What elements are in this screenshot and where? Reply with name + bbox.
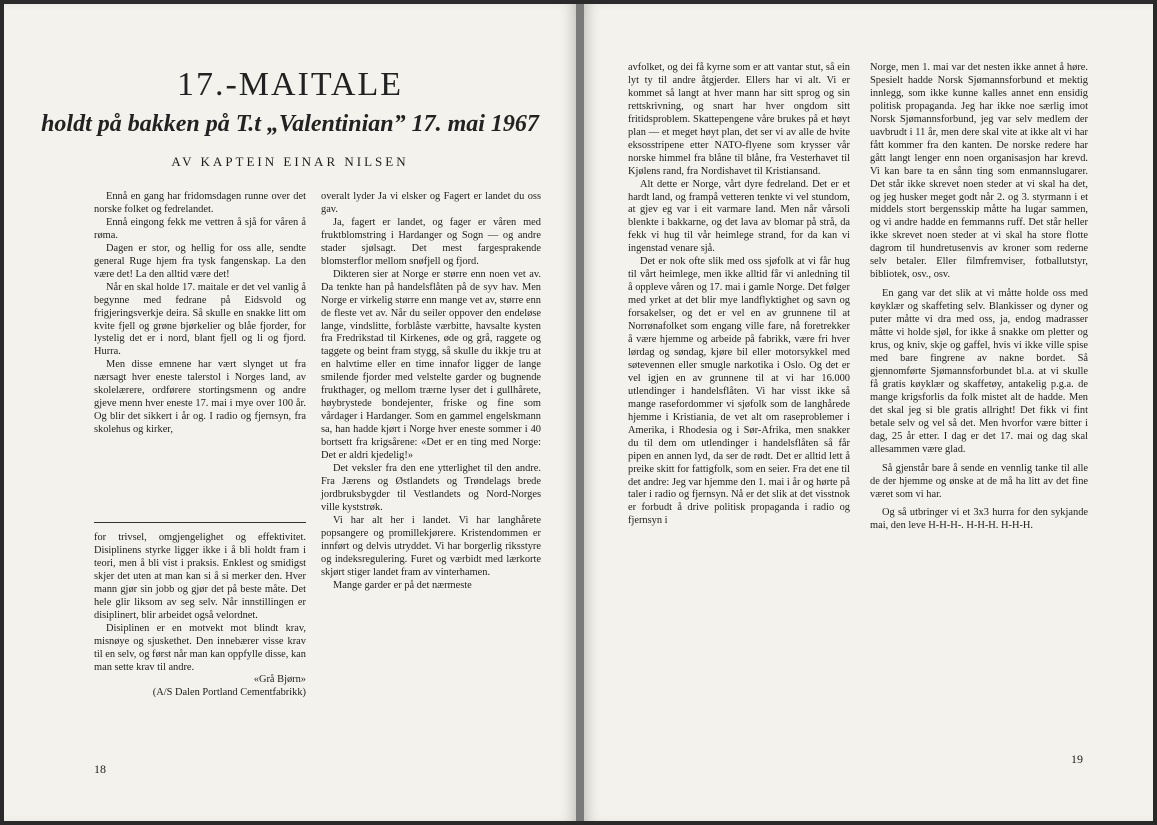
paragraph: Vi har alt her i landet. Vi har langhårete popsangere og promillekjørere. Kristendommen er innført og delvis utryddet. Vi har borgerlig riksstyre og indeksregulering. Furet og værbidt med lærkorte skjørt stiger landet fram av vinterhamen. <box>321 514 541 578</box>
left-column-1-bottom <box>94 532 306 700</box>
paragraph: Ja, fagert er landet, og fager er våren med fruktblomstring i Hardanger og Sogn — og andre stader sjølsagt. Det mest fargesprakende blomsterflor mellom snøfjell og fjord. <box>321 216 541 267</box>
paragraph: Når en skal holde 17. maitale er det vel vanlig å begynne med fedrane på Eidsvold og frigjeringsverkje deira. Så skulle en snakke litt om kvite fjell og grøne bjørkelier og blåe fjorder, for lystelig det er i nord, blant fjell og li og fjord. Hurra. <box>94 281 306 358</box>
right-page <box>584 4 1153 821</box>
right-column-1 <box>628 62 850 528</box>
article-subtitle: holdt på bakken på T.t „Valentinian” 17. mai 1967 <box>41 111 539 137</box>
article-title: 17.-MAITALE <box>176 66 404 103</box>
paragraph: En gang var det slik at vi måtte holde oss med køyklær og skaffeting selv. Blankisser og dyner og puter måtte vi dra med oss, ja, endog madrasser måtte vi holde sjøl, for ikke å snakke om pletter og krus, og kniv, skje og gaffel, hvis vi ikke ville spise med bare fingrene av nakne bordet. Så gjennomførte Sjømannsforbundet bl.a. at vi skulle få gratis køyklær og skaffetøy, antakelig p.g.a. de mange krigsforlis da folk mistet alt de hadde. Men det skal jeg si ble gratis allright! Det fikk vi fint betale selv og vel så det. Men hvorfor være bitter i dag, 25 år etter. I dag er det 17. mai og dag skal allesammen være glad. <box>870 288 1088 455</box>
paragraph: overalt lyder Ja vi elsker og Fagert er landet du oss gav. <box>321 191 541 215</box>
paragraph: Ennå eingong fekk me vettren å sjå for våren å røma. <box>94 216 306 241</box>
paragraph: Og så utbringer vi et 3x3 hurra for den sykjande mai, den leve H-H-H-. H-H-H. H-H-H. <box>870 507 1088 532</box>
left-column-1-top <box>94 191 306 437</box>
page-number-right: 19 <box>1071 752 1083 766</box>
right-column-2 <box>870 62 1088 533</box>
paragraph: Norge, men 1. mai var det nesten ikke annet å høre. Spesielt hadde Norsk Sjømannsforbund et mektig innlegg, som ikke kunne kalles annet enn ensidig politisk propaganda. Jeg har ikke noe særlig imot Norsk Sjømannsforbund, jeg var selv medlem der uavbrudt i 11 år, men dere skal vite at ikke alt vi har fått kommer fra den kanten. De norske redere har gått langt lenger enn noen organisasjon har krevd. Vi kan bare ta en sånn ting som enmannslugarer. Det står ikke skrevet noen steder at vi skal ha det, og jeg husker meget godt når 2. og 3. styrmann i et middels stort bergensskip måtte ha lugar sammen, og vi andre hadde en femmanns ruff. Det står heller ikke skrevet noen steder at vi skal ha store flotte dagrom til hundretusenvis av kroner som rederne selv betaler. Eller filmfremviser, fotballutstyr, bibliotek, osv., osv. <box>870 62 1088 281</box>
paragraph: Dagen er stor, og hellig for oss alle, sendte general Ruge hjem fra tysk fangenskap. La den være det! La den alltid være det! <box>94 242 306 280</box>
paragraph: Men disse emnene har vært slynget ut fra nærsagt hver eneste talerstol i Norges land, av skolelærere, ordførere stortingsmenn og andre gjeve menn hver eneste 17. mai i mye over 100 år. Og blir det sikkert i år og. I radio og fjernsyn, fra skolehus og kirker, <box>94 359 306 436</box>
paragraph: avfolket, og dei få kyrne som er att vantar stut, så ein lyt ty til andre åtgjerder. Ellers har vi alt. Vi er kommet så langt at hver mann har sitt sprog og sin rettskrivning, og snart har hver ongdom sitt fritidsproblem. Skattepengene våre brukes på et høyt plan — et meget høyt plan, det ser vi av alle de hvite eksosstripene etter NATO-flyene som krysser vår norske himmel fra blåne til blåne, fra Vesterhavet til Kjølens rand, fra Nordishavet til Kristiansand. <box>628 62 850 177</box>
magazine-spread <box>4 4 1153 821</box>
paragraph: for trivsel, omgjengelighet og effektivitet. Disiplinens styrke ligger ikke i å bli holdt fram i teori, men å bli vist i praksis. Enklest og smidigst skjer det uten at man kan si å si merker den. Hver mann gjør sin jobb og gjør det på beste måte. Det hele glir liksom av seg selv. Når innstillingen er disiplinert, blir arbeidet også velordnet. <box>94 532 306 621</box>
paragraph: Ennå en gang har fridomsdagen runne over det norske folket og fedrelandet. <box>94 191 306 215</box>
signature-name: «Grå Bjørn» <box>253 674 306 686</box>
left-page <box>4 4 576 821</box>
paragraph: Det veksler fra den ene ytterlighet til den andre. Fra Jærens og Østlandets og Trøndelags brede jordbruksbygder til Vestlandets og Nord-Norges ville kyststrøk. <box>321 463 541 513</box>
left-column-2 <box>321 191 541 593</box>
signature-org: (A/S Dalen Portland Cementfabrikk) <box>152 687 306 699</box>
spine-gutter <box>576 4 584 821</box>
paragraph: Mange garder er på det nærmeste <box>333 579 472 591</box>
paragraph: Så gjenstår bare å sende en vennlig tanke til alle de der hjemme og ønske at de må ha litt av det fine været som vi har. <box>870 462 1088 500</box>
paragraph: Disiplinen er en motvekt mot blindt krav, misnøye og sjuskethet. Den innebærer visse krav til en selv, og først når man kan oppfylle disse, kan man sette krav til andre. <box>94 622 306 673</box>
page-number-left: 18 <box>94 762 106 776</box>
paragraph: Det er nok ofte slik med oss sjøfolk at vi får hug til vårt heimlege, men ikke alltid får vi anledning til å oppleve våren og 17. mai i gamle Norge. Det følger med yrket at det blir mye landflyktighet og savn og forsakelser, og det er vel en av grunnene til at Norrønafolket som engang ville fare, nå foretrekker å være hjemme og arbeide på fabrikk, være fri hver lørdag og søndag, kjøre bil eller motorsykkel med søtevennen eller smugle narkotika i Oslo. Og det er vel igjen en av grunnene til at vi har 16.000 utlendinger i handelsflåten. Vi har visst ikke så mange rasefordommer vi sjøfolk som de langhårede hjemme i Kristiania, de vet alt om raseproblemer i Amerika, i Rhodesia og i Sør-Afrika, men snakker du til dem om utlendinger i handelsflåten så får pipen en annen lyd, da ser de rødt. Det er alltid lett å preike skitt for fattigfolk, som en seier. Fra det ene til det andre: Jeg var hjemme den 1. mai i år og hørte på taler i radio og fjernsyn. Nå er det slik at det visstnok er forbudt å drive politisk propaganda i radio og fjernsyn i <box>628 256 850 527</box>
column-divider-rule <box>94 522 306 523</box>
paragraph: Dikteren sier at Norge er større enn noen vet av. Da tenkte han på handelsflåten på de syv hav. Men Norge er virkelig større enn mange vet av, større enn de fleste vet av. Når du seiler oppover den endeløse lange, vindslitte, forblåste værbitte, havsalte kysten fra Fredrikstad til Kirkenes, øde og grå, raggete og taggete og beint fram stygg, så skulle du ikkje tru at en halvtime eller en time innafor ligger de lange smilende fjorder med velstelte garder og bugnende frukthager, og mellom trærne lyser det i gullhårete, høybrystede bondejenter, friske og fine som vårdager i Hardanger. Som en gammel engelskmann sa, han hadde kjørt i Norge hver eneste sommer i 40 bortsett fra krigsårene: «Det er en ting med Norge: Det er aldri kjedelig!» <box>321 268 541 462</box>
paragraph: Alt dette er Norge, vårt dyre fedreland. Det er et hardt land, og frampå vetteren tenkte vi vel stundom, at gjev eg var i eit varmare land. Men når vårsoli blenkte i bakkarne, og det lava av blomar på strå, da fekk vi hug til vår heimlege strand, for da kan vi ingenstad venare sjå. <box>628 178 850 255</box>
article-byline: AV KAPTEIN EINAR NILSEN <box>171 154 409 169</box>
